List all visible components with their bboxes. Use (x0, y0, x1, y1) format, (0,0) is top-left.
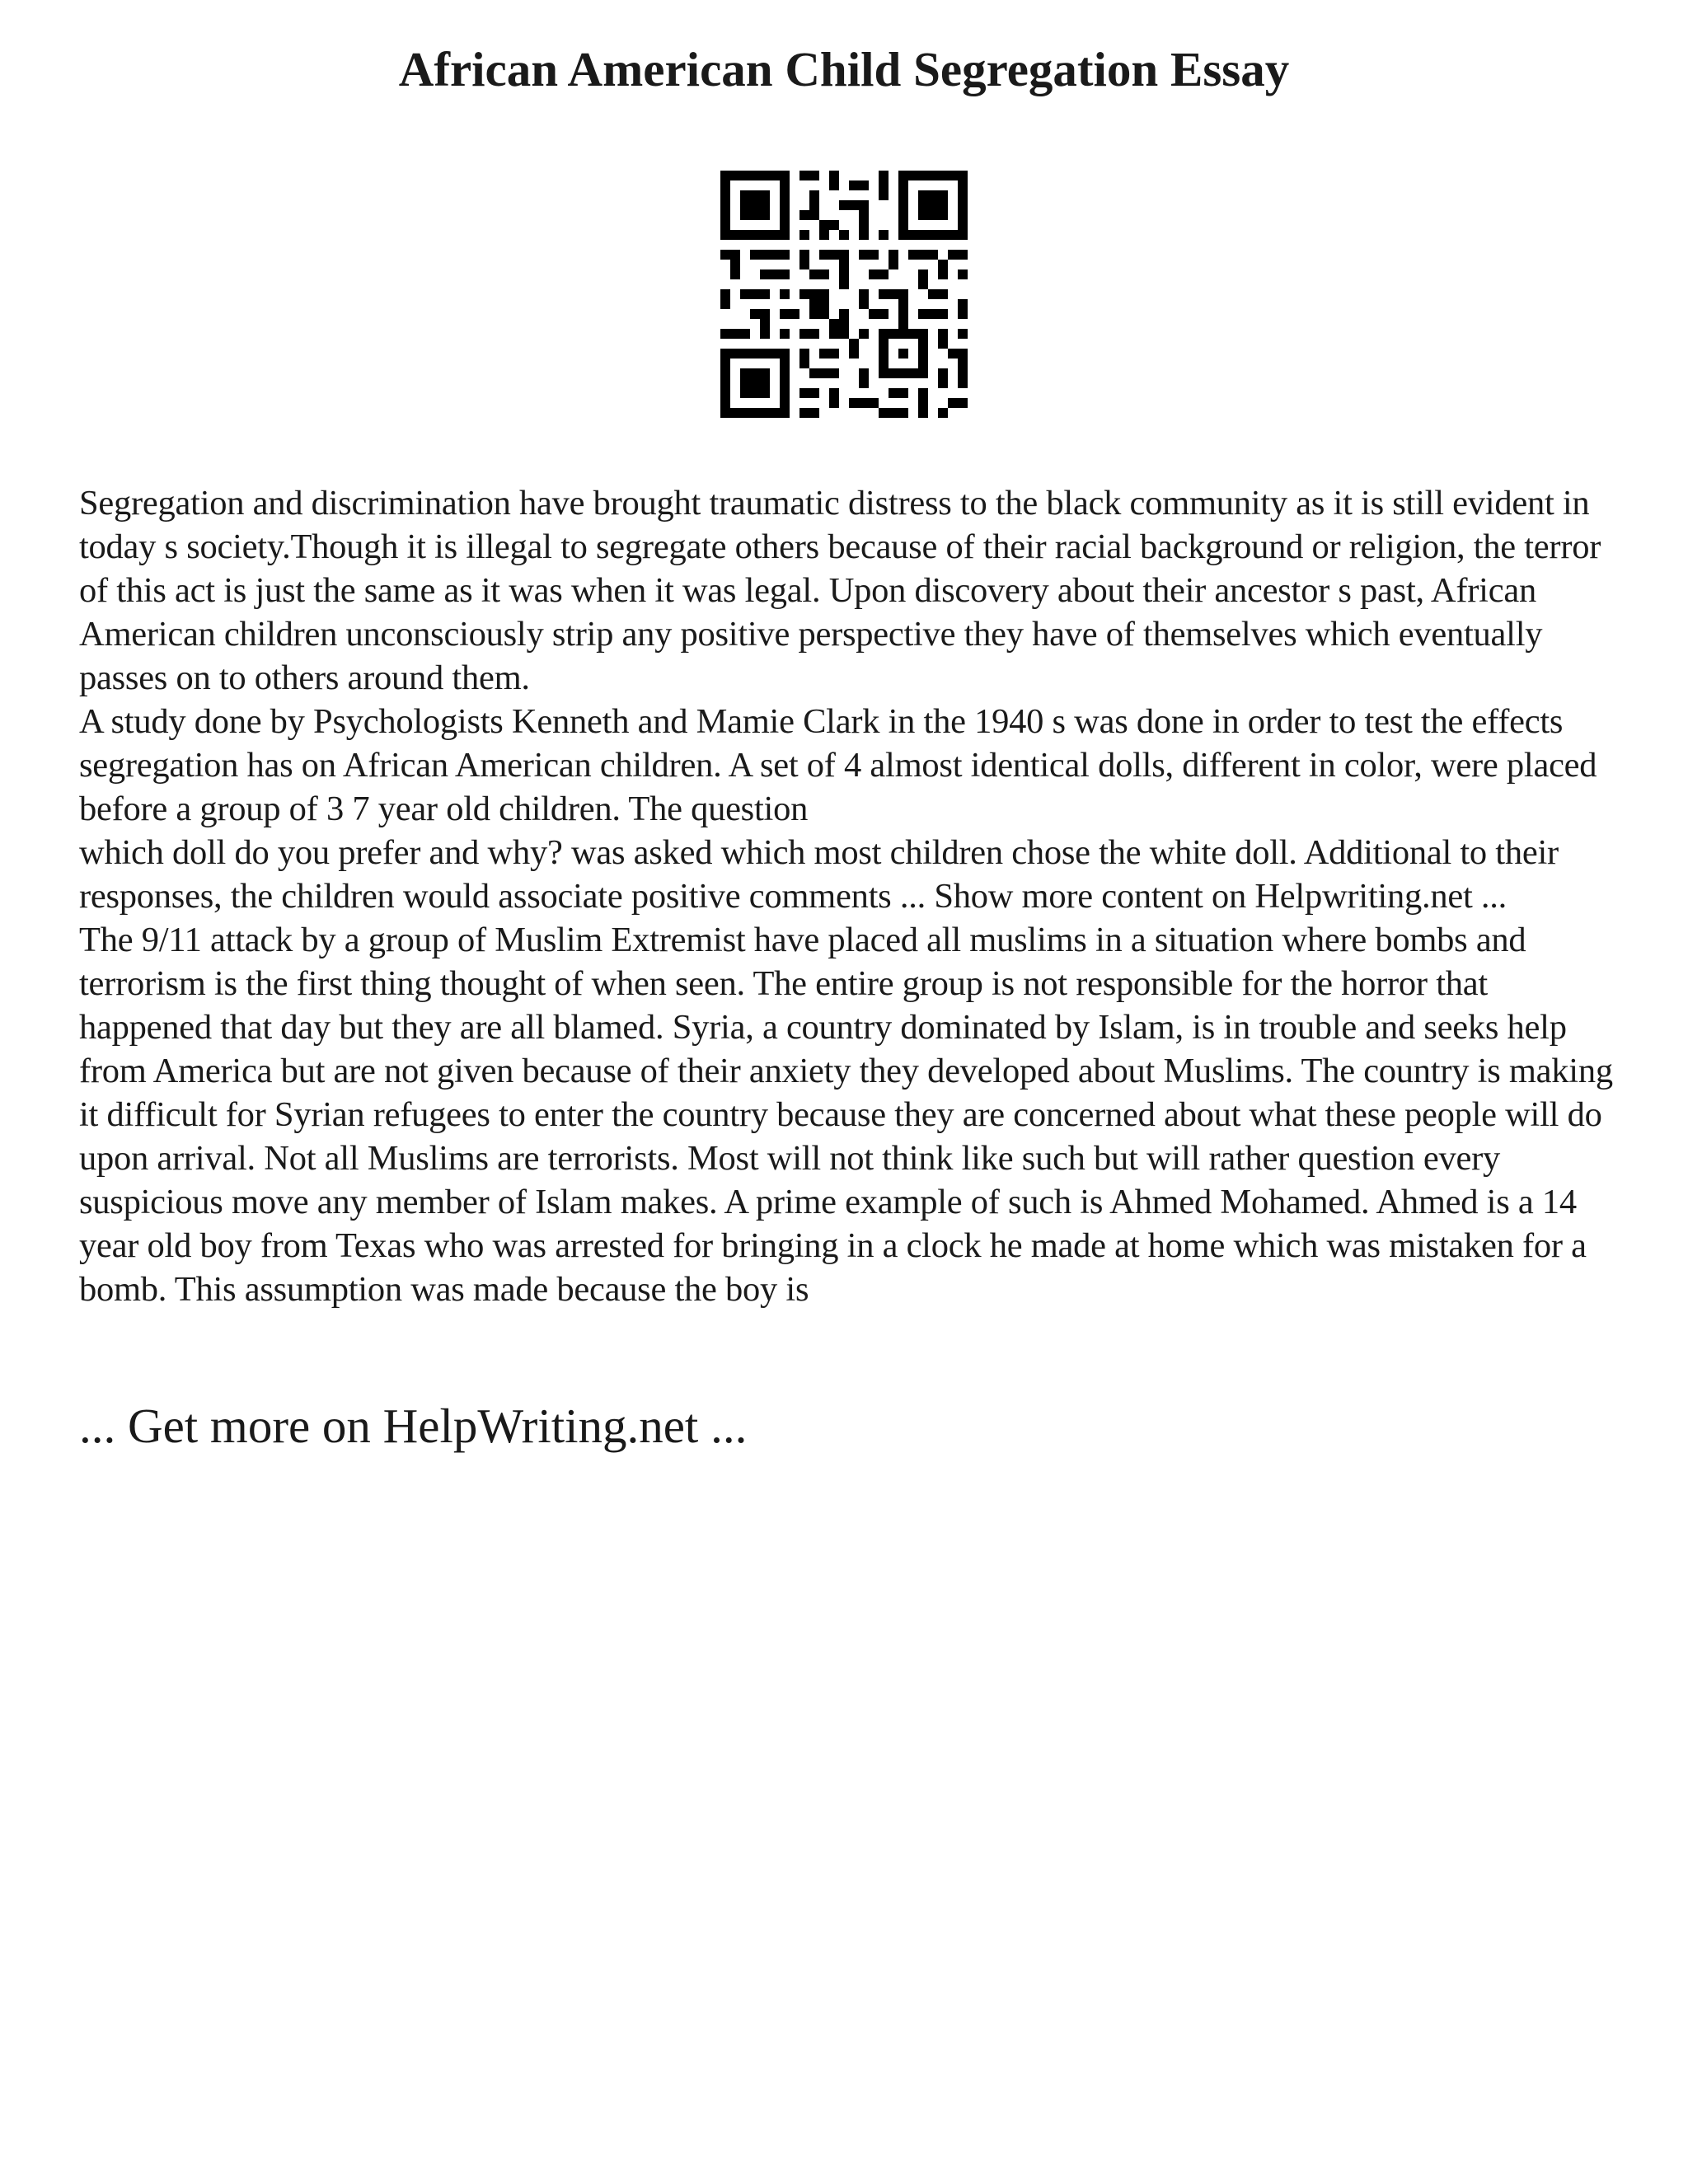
paragraph: A study done by Psychologists Kenneth and Mamie Clark in the 1940 s was done in order to test the effects segregation has on African American children. A set of 4 almost identical dolls, different in color, were placed before a group of 3 7 year old children. The question (79, 702, 1597, 828)
essay-body (79, 481, 1629, 1311)
paragraph: The 9/11 attack by a group of Muslim Extremist have placed all muslims in a situation where bombs and terrorism is the first thing thought of when seen. The entire group is not responsible for the horror that happened that day but they are all blamed. Syria, a country dominated by Islam, is in trouble and seeks help from America but are not given because of their anxiety they developed about Muslims. The country is making it difficult for Syrian refugees to enter the country because they are concerned about what these people will do upon arrival. Not all Muslims are terrorists. Most will not think like such but will rather question every suspicious move any member of Islam makes. A prime example of such is Ahmed Mohamed. Ahmed is a 14 year old boy from Texas who was arrested for bringing in a clock he made at home which was mistaken for a bomb. This assumption was made because the boy is (79, 921, 1613, 1309)
paragraph: Segregation and discrimination have brought traumatic distress to the black community as it is still evident in today s society.Though it is illegal to segregate others because of their racial background or religion, the terror of this act is just the same as it was when it was legal. Upon discovery about their ancestor s past, African American children unconsciously strip any positive perspective they have of themselves which eventually passes on to others around them. (79, 484, 1601, 697)
paragraph: which doll do you prefer and why? was asked which most children chose the white doll. Additional to their responses, the children would associate positive comments ... Show more content on Helpwriting.net ... (79, 833, 1559, 916)
page-title: African American Child Segregation Essay (398, 42, 1290, 96)
qr-code-icon[interactable] (720, 171, 968, 418)
get-more-link[interactable]: ... Get more on HelpWriting.net ... (79, 1399, 748, 1453)
